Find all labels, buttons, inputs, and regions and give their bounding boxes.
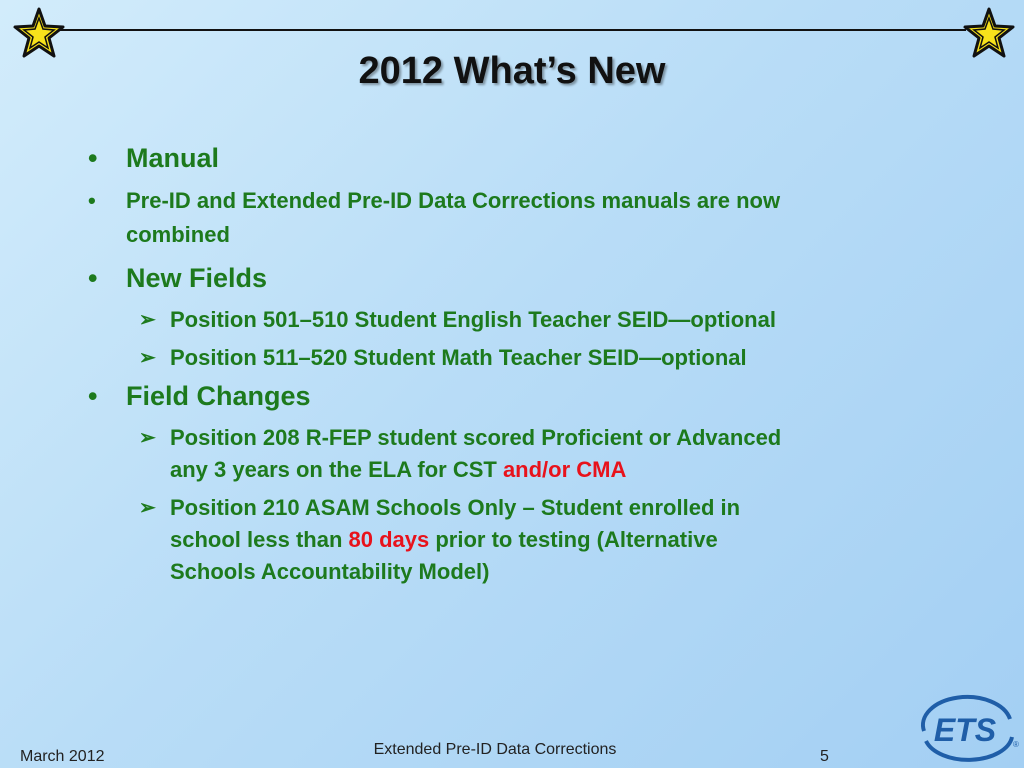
footer-date: March 2012 (20, 748, 105, 765)
bullet-dot: • (88, 381, 98, 411)
subbullet-position-511 (84, 342, 964, 374)
bullet-dot: • (88, 188, 96, 213)
subbullet-position-208 (84, 422, 964, 486)
subbullet-text: Position 501–510 Student English Teacher SEID—optional (170, 307, 776, 332)
subbullet-position-501 (84, 304, 964, 336)
bullet-manual (84, 142, 964, 174)
bullet-text: Manual (126, 143, 220, 173)
bullet-text-line: combined (126, 222, 230, 247)
subbullet-text-line: any 3 years on the ELA for CST (170, 457, 503, 482)
bullet-dot: • (88, 143, 98, 173)
bullet-text: Field Changes (126, 381, 311, 411)
bullet-text-line: Pre-ID and Extended Pre-ID Data Corrections manuals are now (126, 188, 781, 213)
top-rule (58, 29, 966, 31)
arrow-bullet-icon: ➢ (139, 347, 156, 369)
arrow-bullet-icon: ➢ (139, 497, 156, 519)
bullet-new-fields (84, 262, 964, 294)
slide-title: 2012 What’s New (358, 50, 666, 92)
subbullet-text-line: Position 210 ASAM Schools Only – Student enrolled in (170, 495, 741, 520)
arrow-bullet-icon: ➢ (139, 309, 156, 331)
subbullet-text-line: Schools Accountability Model) (170, 559, 490, 584)
bullet-manuals-combined (84, 184, 964, 252)
ets-logo (918, 697, 1018, 763)
bullet-text: New Fields (126, 263, 268, 293)
subbullet-text-line: school less than (170, 527, 349, 552)
page-number: 5 (820, 748, 829, 765)
footer-title: Extended Pre-ID Data Corrections (373, 741, 617, 758)
subbullet-position-210 (84, 492, 964, 588)
bullet-dot: • (88, 263, 98, 293)
arrow-bullet-icon: ➢ (139, 427, 156, 449)
subbullet-text-line: prior to testing (Alternative (429, 527, 718, 552)
highlight-text: and/or CMA (502, 457, 627, 482)
slide-body (84, 142, 964, 594)
logo-text: ETS (933, 712, 997, 748)
logo-reg-mark: ® (1013, 740, 1019, 749)
highlight-text: 80 days (348, 527, 430, 552)
subbullet-text: Position 511–520 Student Math Teacher SEID—optional (170, 345, 747, 370)
bullet-field-changes (84, 380, 964, 412)
subbullet-text-line: Position 208 R-FEP student scored Proficient or Advanced (170, 425, 782, 450)
